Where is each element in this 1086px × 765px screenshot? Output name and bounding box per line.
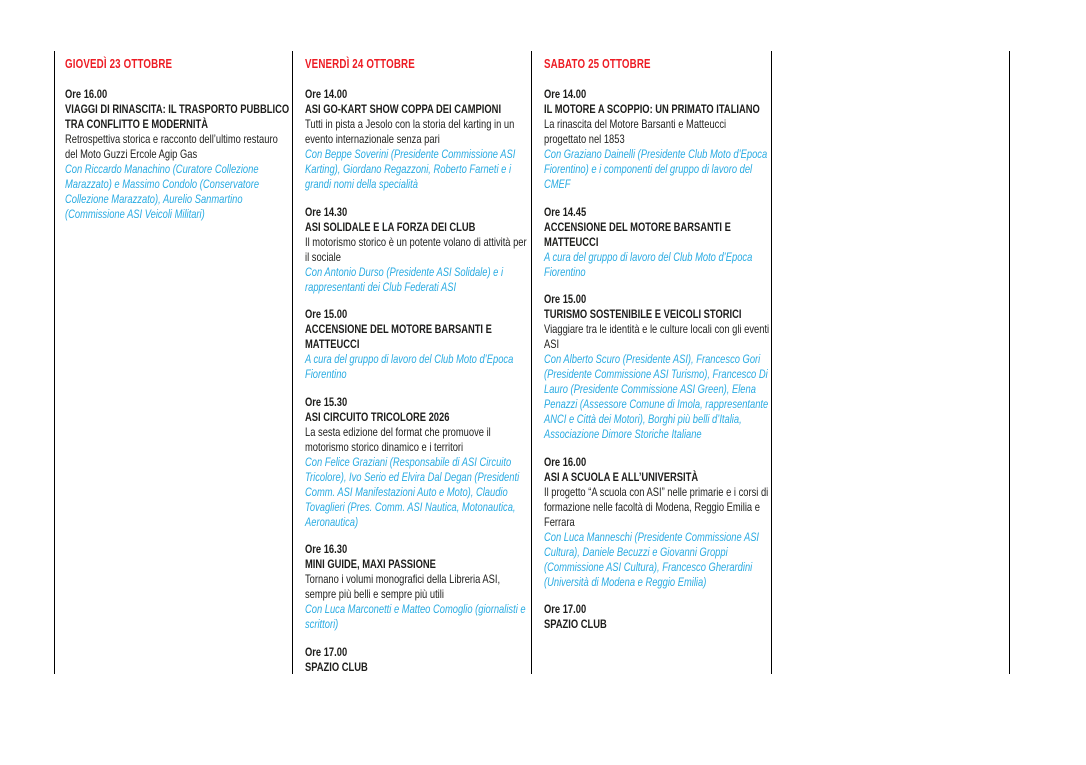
event-time: Ore 15.00 [544,292,587,306]
event-description: Retrospettiva storica e racconto dell’ultimo restauro del Moto Guzzi Ercole Agip Gas [65,132,278,161]
event-time: Ore 14.30 [305,204,348,219]
event-title: ACCENSIONE DEL MOTORE BARSANTI E MATTEUCCI [544,219,731,249]
event-title: ASI A SCUOLA E ALL’UNIVERSITÀ [544,469,699,484]
day-column [531,51,771,674]
day-column-content [305,57,530,674]
event-item [544,602,769,632]
event-title: SPAZIO CLUB [305,659,368,674]
day-column [292,51,531,674]
event-speakers: Con Luca Marconetti e Matteo Comoglio (giornalisti e scrittori) [305,602,526,631]
event-title: TURISMO SOSTENIBILE E VEICOLI STORICI [544,307,742,321]
event-item [305,87,530,192]
event-item [305,395,530,530]
event-time: Ore 15.00 [305,307,348,321]
event-title: ASI GO-KART SHOW COPPA DEI CAMPIONI [305,102,502,116]
event-time: Ore 14.00 [305,87,348,101]
event-title: VIAGGI DI RINASCITA: IL TRASPORTO PUBBLICO TRA CONFLITTO E MODERNITÀ [65,102,290,131]
event-description: Tutti in pista a Jesolo con la storia del karting in un evento internazionale senza pari [305,117,515,146]
event-speakers: Con Riccardo Manachino (Curatore Collezione Marazzato) e Massimo Condolo (Conservatore Collezione Marazzato), Aurelio Sanmartino (Commissione ASI Veicoli Militari) [65,162,260,221]
event-item [305,542,530,632]
event-item [65,87,290,222]
event-time: Ore 17.00 [544,602,587,616]
event-title: ASI SOLIDALE E LA FORZA DEI CLUB [305,219,476,234]
day-column-content [544,57,769,632]
day-column [54,51,292,674]
empty-column [1009,51,1086,674]
event-list [65,87,290,222]
event-title: IL MOTORE A SCOPPIO: UN PRIMATO ITALIANO [544,102,760,116]
day-header: SABATO 25 OTTOBRE [544,57,651,71]
event-time: Ore 16.30 [305,542,348,556]
event-description: Il progetto “A scuola con ASI” nelle primarie e i corsi di formazione nelle facoltà di Modena, Reggio Emilia e Ferrara [544,484,769,529]
event-time: Ore 17.00 [305,644,348,659]
event-title: MINI GUIDE, MAXI PASSIONE [305,557,436,571]
event-time: Ore 16.00 [65,87,108,101]
event-title: ACCENSIONE DEL MOTORE BARSANTI E MATTEUCCI [305,322,492,351]
event-speakers: Con Felice Graziani (Responsabile di ASI Circuito Tricolore), Ivo Serio ed Elvira Dal Degan (Presidenti Comm. ASI Manifestazioni Auto e Moto), Claudio Tovaglieri (Pres. Comm. ASI Nautica, Motonautica, Aeronautica) [305,454,520,529]
event-title: ASI CIRCUITO TRICOLORE 2026 [305,409,450,424]
event-item [305,645,530,675]
event-speakers: Con Beppe Soverini (Presidente Commissione ASI Karting), Giordano Regazzoni, Roberto Farneti e i grandi nomi della specialità [305,147,516,191]
event-speakers: Con Graziano Dainelli (Presidente Club Moto d’Epoca Fiorentino) e i componenti del gruppo di lavoro del CMEF [544,147,768,191]
event-speakers: A cura del gruppo di lavoro del Club Moto d’Epoca Fiorentino [305,352,514,381]
empty-column [771,51,1009,674]
event-item [544,292,769,442]
day-header: GIOVEDÌ 23 OTTOBRE [65,57,173,71]
event-item [544,455,769,590]
event-description: La rinascita del Motore Barsanti e Matteucci progettato nel 1853 [544,117,727,146]
event-list [305,87,530,674]
event-item [544,205,769,280]
event-speakers: Con Antonio Durso (Presidente ASI Solidale) e i rappresentanti dei Club Federati ASI [305,264,504,294]
event-description: Tornano i volumi monografici della Libreria ASI, sempre più belli e sempre più utili [305,572,501,601]
day-column-content [65,57,290,222]
event-time: Ore 14.00 [544,87,587,101]
event-item [544,87,769,192]
event-item [305,307,530,382]
event-time: Ore 16.00 [544,454,587,469]
day-header: VENERDÌ 24 OTTOBRE [305,57,415,71]
event-description: Viaggiare tra le identità e le culture locali con gli eventi ASI [544,322,770,351]
event-speakers: Con Luca Manneschi (Presidente Commissione ASI Cultura), Daniele Becuzzi e Giovanni Groppi (Commissione ASI Cultura), Francesco Gherardini (Università di Modena e Reggio Emilia) [544,529,760,589]
event-description: Il motorismo storico è un potente volano di attività per il sociale [305,234,527,264]
event-item [305,205,530,295]
event-description: La sesta edizione del format che promuove il motorismo storico dinamico e i territori [305,424,491,454]
event-list [544,87,769,632]
event-time: Ore 15.30 [305,394,348,409]
event-title: SPAZIO CLUB [544,617,607,631]
schedule-columns [54,51,1086,674]
event-time: Ore 14.45 [544,204,587,219]
event-speakers: Con Alberto Scuro (Presidente ASI), Francesco Gori (Presidente Commissione ASI Turismo), Francesco Di Lauro (Presidente Commissione ASI Green), Elena Penazzi (Assessore Comune di Imola, rappresentante ANCI e Città dei Motori), Borghi più belli d’Italia, Associazione Dimore Storiche Italiane [544,352,769,441]
event-speakers: A cura del gruppo di lavoro del Club Moto d’Epoca Fiorentino [544,249,753,279]
